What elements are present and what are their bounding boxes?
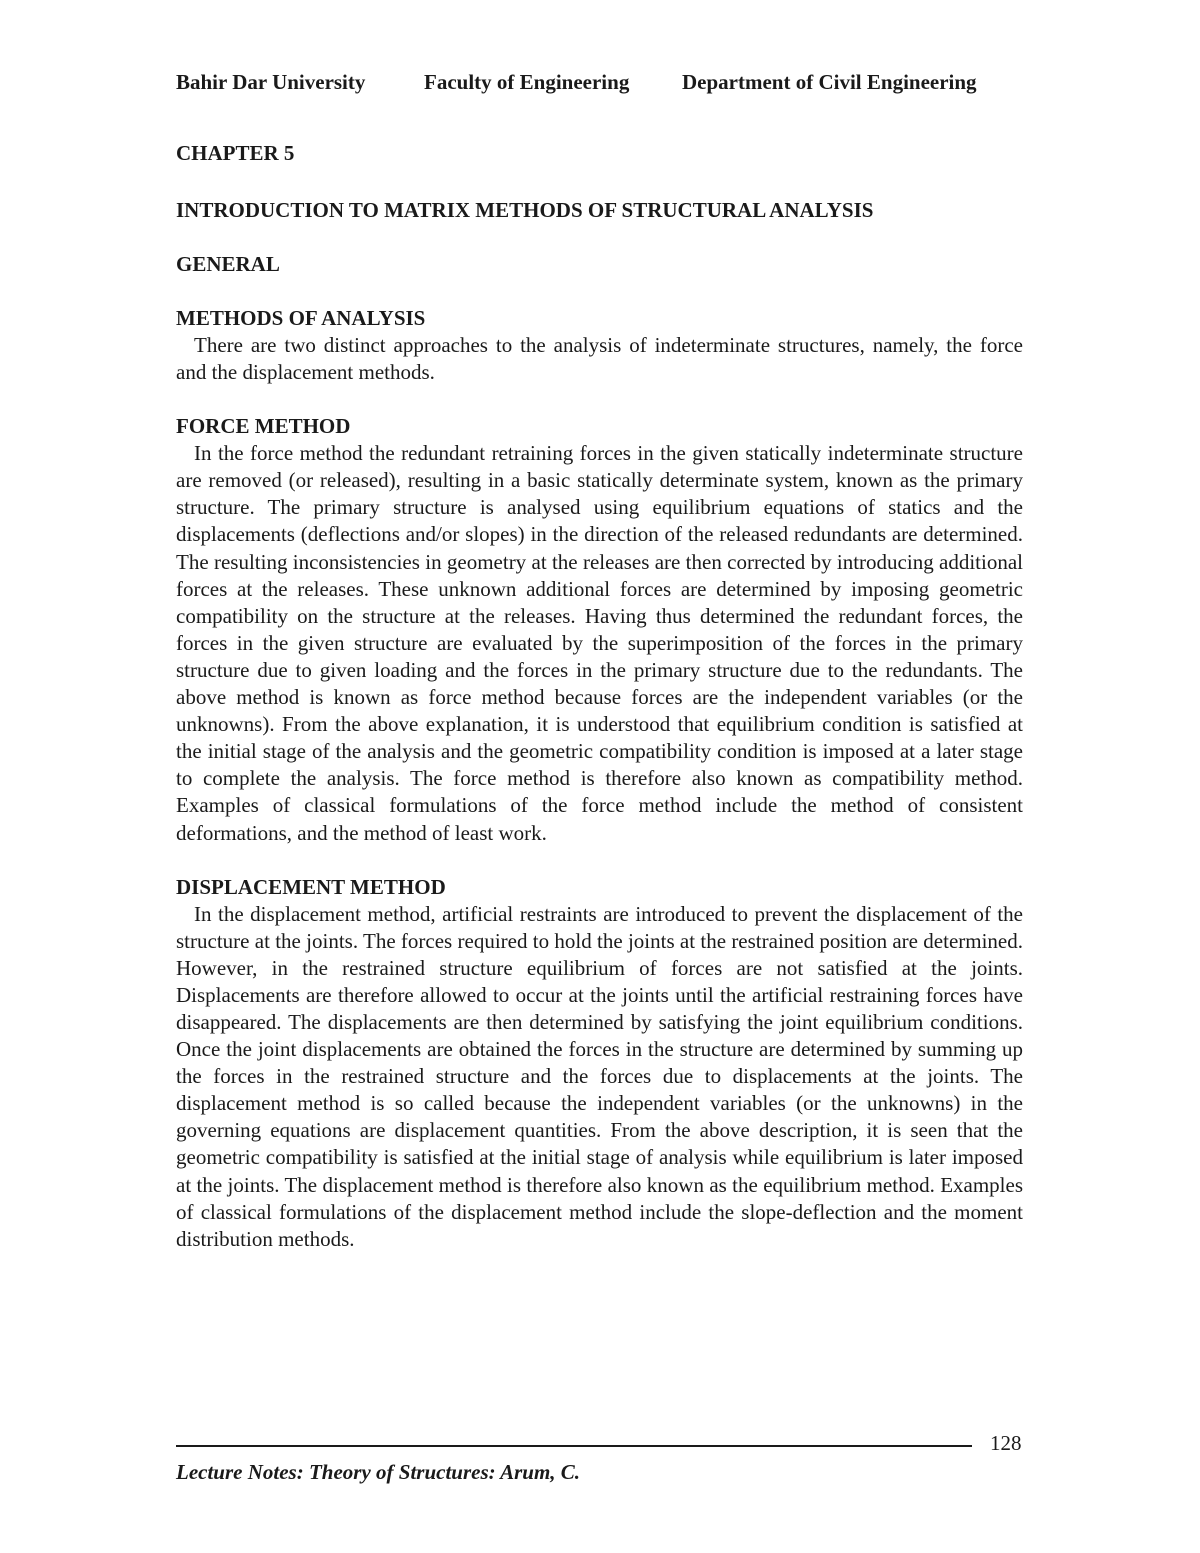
displacement-method-paragraph: In the displacement method, artificial restraints are introduced to prevent the displacement of the structure at the joints. The forces required to hold the joints at the restrained position are determined. However, in the restrained structure equilibrium of forces are not satisfied at the joints. Displacements are therefore allowed to occur at the joints until the artificial restraining forces have disappeared. The displacements are then determined by satisfying the joint equilibrium conditions. Once the joint displacements are obtained the forces in the structure are determined by summing up the forces in the restrained structure and the forces due to displacements at the joints. The displacement method is so called because the independent variables (or the unknowns) in the governing equations are displacement quantities. From the above description, it is seen that the geometric compatibility is satisfied at the initial stage of analysis while equilibrium is later imposed at the joints. The displacement method is therefore also known as the equilibrium method. Examples of classical formulations of the displacement method include the slope-deflection and the moment distribution methods. [176,901,1023,1251]
footer-note: Lecture Notes: Theory of Structures: Arum, C. [176,1460,581,1484]
header-department: Department of Civil Engineering [682,70,977,94]
force-method-heading: FORCE METHOD [176,414,351,439]
header-faculty: Faculty of Engineering [424,70,630,94]
force-method-paragraph: In the force method the redundant retraining forces in the given statically indeterminate structure are removed (or released), resulting in a basic statically determinate system, known as the primary structure. The primary structure is analysed using equilibrium equations of statics and the displacements (deflections and/or slopes) in the direction of the released redundants are determined. The resulting inconsistencies in geometry at the releases are then corrected by introducing additional forces at the releases. These unknown additional forces are determined by imposing geometric compatibility on the structure at the releases. Having thus determined the redundant forces, the forces in the given structure are evaluated by the superimposition of the forces in the primary structure due to given loading and the forces in the primary structure due to the redundants. The above method is known as force method because forces are the independent variables (or the unknowns). From the above explanation, it is understood that equilibrium condition is satisfied at the initial stage of the analysis and the geometric compatibility condition is imposed at a later stage to complete the analysis. The force method is therefore also known as compatibility method. Examples of classical formulations of the force method include the method of consistent deformations, and the method of least work. [176,441,1023,845]
footer-divider [176,1445,972,1447]
general-heading: GENERAL [176,252,280,276]
page-number: 128 [990,1431,1022,1455]
chapter-title: INTRODUCTION TO MATRIX METHODS OF STRUCTURAL ANALYSIS [176,198,874,222]
chapter-heading: CHAPTER 5 [176,141,295,165]
page-content [176,140,1023,1253]
page-header [176,70,1016,95]
methods-paragraph: There are two distinct approaches to the analysis of indeterminate structures, namely, the force and the displacement methods. [176,333,1023,385]
displacement-method-heading: DISPLACEMENT METHOD [176,874,446,899]
methods-heading: METHODS OF ANALYSIS [176,306,426,330]
header-university: Bahir Dar University [176,70,366,94]
